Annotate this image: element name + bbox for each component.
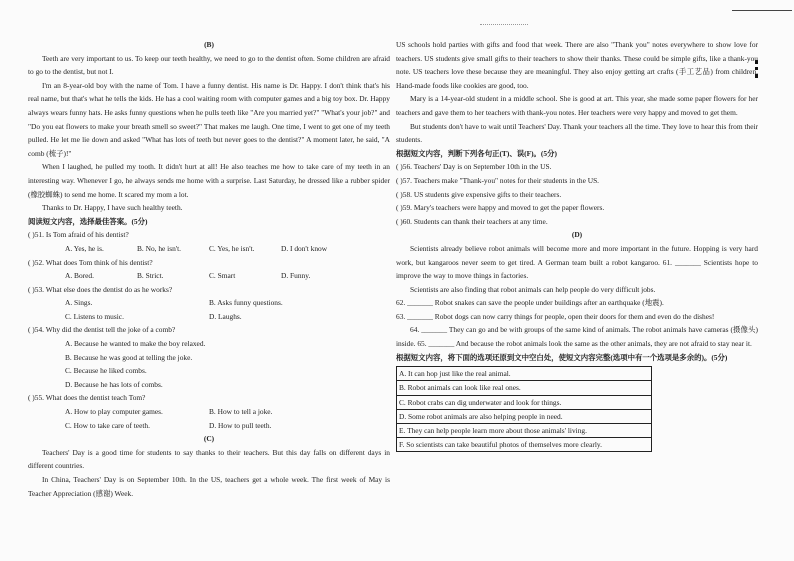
option: B. Strict. xyxy=(137,271,164,281)
question-55-options-row2 xyxy=(28,419,390,433)
option: C. Smart xyxy=(209,271,236,281)
section-c-paragraph-4: Mary is a 14-year-old student in a middle school. She is good at art. This year, she made some paper flowers for her teachers and gave them to her teachers with thank-you notes. Her teachers were very happy and moved to get them. xyxy=(396,94,758,117)
question-55-options-row1 xyxy=(28,405,390,419)
section-d-paragraph-4: 63. _______ Robot dogs can now carry things for people, open their doors for them and even do the dishes! xyxy=(396,311,715,321)
option: B. No, he isn't. xyxy=(137,243,182,253)
option: D. Laughs. xyxy=(209,311,242,321)
section-c-paragraph-2: In China, Teachers' Day is on September 10th. In the US, teachers get a whole week. The first week of May is Teacher Appreciation (感谢) Week. xyxy=(28,475,390,498)
true-false-item: ( )56. Teachers' Day is on September 10th in the US. xyxy=(396,162,552,172)
top-dotted-mark xyxy=(480,24,528,25)
option: D. Funny. xyxy=(281,271,311,281)
left-column xyxy=(28,38,390,500)
section-b-paragraph-4: Thanks to Dr. Happy, I have such healthy teeth. xyxy=(42,203,183,213)
question-51: ( )51. Is Tom afraid of his dentist? xyxy=(28,230,129,240)
question-53-options-row1 xyxy=(28,296,390,310)
option-box-item: E. They can help people learn more about those animals' living. xyxy=(397,424,651,438)
true-false-item: ( )57. Teachers make "Thank-you" notes for their students in the US. xyxy=(396,175,600,185)
option: A. Because he wanted to make the boy relaxed. xyxy=(65,339,206,349)
question-53-options-row2 xyxy=(28,310,390,324)
section-d-paragraph-5: 64. _______ They can go and be with groups of the same kind of animals. The robot animals have cameras (摄像头) inside. 65. _______ And because the robot animals look the same as the other animals, they are not afraid to stay near it. xyxy=(396,325,758,349)
question-52-options xyxy=(28,269,390,283)
question-53: ( )53. What else does the dentist do as he works? xyxy=(28,284,173,294)
corner-line xyxy=(732,10,792,11)
section-d-title: (D) xyxy=(571,230,583,240)
question-52: ( )52. What does Tom think of his dentist? xyxy=(28,257,153,267)
true-false-item: ( )58. US students give expensive gifts to their teachers. xyxy=(396,189,562,199)
section-b-instructions: 阅读短文内容，选择最佳答案。(5分) xyxy=(28,216,148,226)
option: B. Asks funny questions. xyxy=(209,298,283,308)
section-c-paragraph-5: But students don't have to wait until Teachers' Day. Thank your teachers all the time. They love to hear this from their students. xyxy=(396,121,758,145)
option: A. Sings. xyxy=(65,298,93,308)
option-box-item: B. Robot animals can look like real ones. xyxy=(397,381,651,395)
option: C. Listens to music. xyxy=(65,311,124,321)
section-d-paragraph-2: Scientists are also finding that robot animals can help people do very difficult jobs. xyxy=(410,284,656,294)
option: A. How to play computer games. xyxy=(65,407,163,417)
options-box xyxy=(396,366,652,452)
option: D. Because he has lots of combs. xyxy=(65,379,163,389)
option-box-item: C. Robot crabs can dig underwater and look for things. xyxy=(397,396,651,410)
question-54: ( )54. Why did the dentist tell the joke of a comb? xyxy=(28,325,176,335)
option: C. Because he liked combs. xyxy=(65,366,147,376)
section-c-paragraph-3: US schools hold parties with gifts and food that week. There are also "Thank you" notes everywhere to show love for teachers. US students give small gifts to their teachers to show their thanks. These could be simple gifts, like a thank-you note. US teachers love these because they are meaningful. They also enjoy getting art crafts (手工艺品) from children. Hand-made foods like cookies are good, too. xyxy=(396,40,758,90)
question-51-options xyxy=(28,242,390,256)
option-box-item: D. Some robot animals are also helping people in need. xyxy=(397,410,651,424)
option: B. How to tell a joke. xyxy=(209,407,273,417)
section-b-title: (B) xyxy=(204,40,214,49)
option-box-item: F. So scientists can take beautiful photos of themselves more clearly. xyxy=(399,440,602,450)
option: C. Yes, he isn't. xyxy=(209,243,255,253)
section-d-paragraph-3: 62. _______ Robot snakes can save the people under buildings after an earthquake (地震). xyxy=(396,298,664,308)
section-b-paragraph-3: When I laughed, he pulled my tooth. It didn't hurt at all! He also teaches me how to take care of my teeth in an interesting way. Whenever I go, he always sends me home with a surprise. Last Saturday, he dressed like a rubber spider (橡胶蜘蛛) to send me home. It scared my mom a lot. xyxy=(28,162,390,199)
option: A. Bored. xyxy=(65,271,94,281)
option-box-item: A. It can hop just like the real animal. xyxy=(397,367,651,381)
option: B. Because he was good at telling the joke. xyxy=(65,352,193,362)
section-c-instructions: 根据短文内容，判断下列各句正(T)、误(F)。(5分) xyxy=(396,148,557,158)
true-false-item: ( )59. Mary's teachers were happy and moved to get the paper flowers. xyxy=(396,203,605,213)
section-c-title: (C) xyxy=(203,434,215,444)
section-b-paragraph-1: Teeth are very important to us. To keep our teeth healthy, we need to go to the dentist often. Some children are afraid to go to the dentist, but not I. xyxy=(28,53,390,77)
section-b-paragraph-2: I'm an 8-year-old boy with the name of Tom. I have a funny dentist. His name is Dr. Happy. I don't think that's his real name, but that's what he tells the kids. He has a cool waiting room with computer games and a big toy box. Dr. Happy always wears funny hats. He asks funny questions when he pulls teeth like "Are you married yet?" "What's your job?" and "Do you eat flowers to make your breath smell so sweet?" That makes me laugh. One time, I went to get one of my teeth pulled. He let me lie down and asked "What has lots of teeth but never goes to the dentist?" A moment later, he said, "A comb (梳子)!" xyxy=(28,80,390,158)
option: C. How to take care of teeth. xyxy=(65,420,150,430)
question-55: ( )55. What does the dentist teach Tom? xyxy=(28,393,146,403)
option: D. I don't know xyxy=(281,243,328,253)
section-d-instructions: 根据短文内容，将下面的选项还原到文中空白处，使短文内容完整(选项中有一个选项是多余的)。(5分) xyxy=(396,352,728,362)
true-false-item: ( )60. Students can thank their teachers at any time. xyxy=(396,216,548,226)
section-c-paragraph-1: Teachers' Day is a good time for students to say thanks to their teachers. But this day falls on different days in different countries. xyxy=(28,447,390,471)
right-column xyxy=(396,38,758,452)
option: D. How to pull teeth. xyxy=(209,420,272,430)
option: A. Yes, he is. xyxy=(65,243,104,253)
section-d-paragraph-1: Scientists already believe robot animals will become more and more important in the future. Hopping is very hard work, but kangaroos never seem to get tired. A German team built a robot kangaroo. 61. _______ Scientists hope to improve the way to move things in factories. xyxy=(396,243,758,281)
